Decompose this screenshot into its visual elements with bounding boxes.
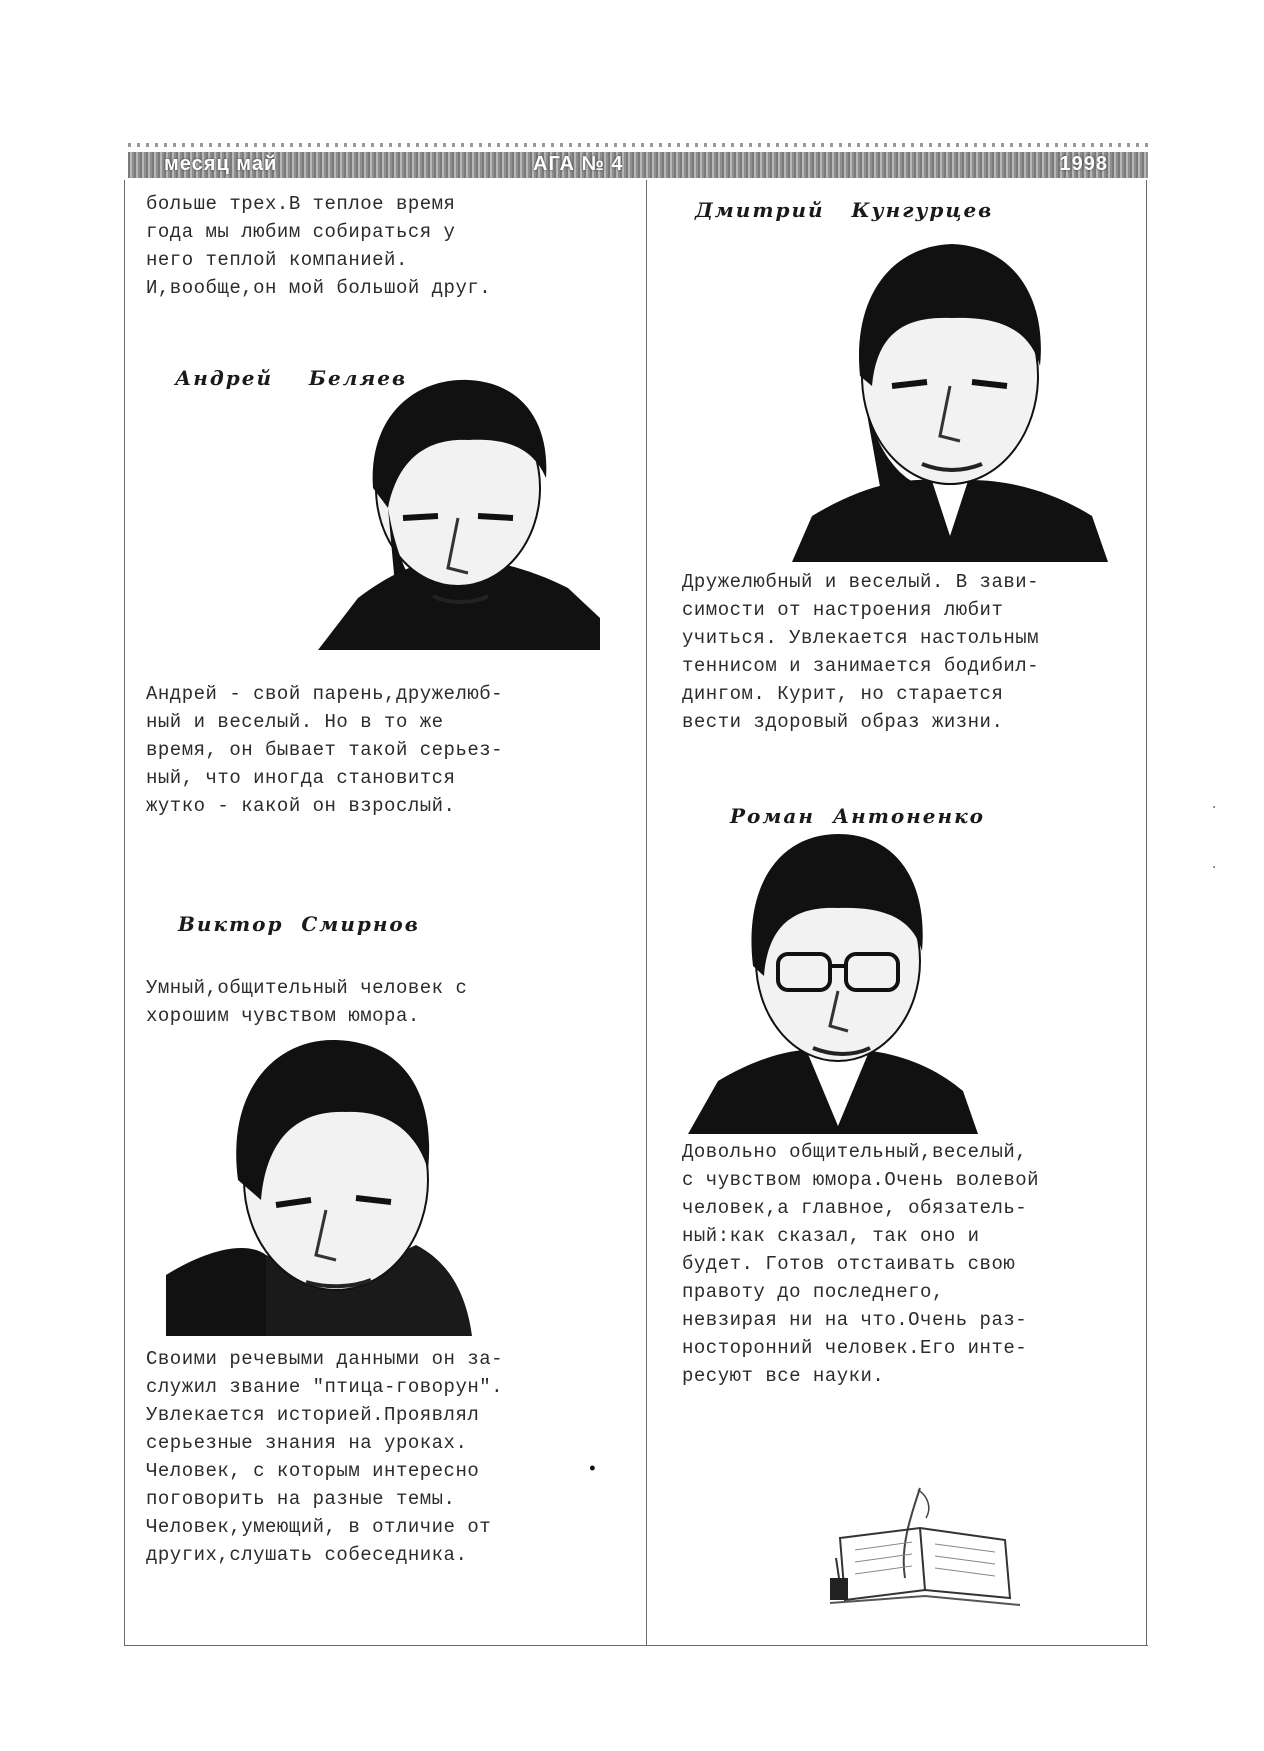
portrait-andrey: [318, 368, 600, 650]
profile-name-roman: Роман Антоненко: [730, 804, 985, 828]
description-roman: Довольно общительный,веселый, с чувством юмора.Очень волевой человек,а главное, обязатель- ный:как сказал, так оно и будет. Готов отстаивать свою правоту до последнего, невзирая ни на что.Очень раз- носторонний человек.Его инте- ресуют все науки.: [682, 1141, 1040, 1387]
profile-name-andrey: Андрей Беляев: [175, 366, 408, 390]
header-issue: АГА № 4: [533, 153, 624, 175]
portrait-roman: [688, 826, 978, 1134]
portrait-viktor: [166, 1030, 472, 1336]
top-dotted-rule: [128, 143, 1148, 147]
intro-text: больше трех.В теплое время года мы любим собираться у него теплой компанией. И,вообще,он мой большой друг.: [146, 193, 492, 299]
description-andrey: Андрей - свой парень,дружелюб- ный и веселый. Но в то же время, он бывает такой серьез- ный, что иногда становится жутко - какой он взрослый.: [146, 683, 504, 817]
description-viktor: Своими речевыми данными он за- служил звание "птица-говорун". Увлекается историей.Проявлял серьезные знания на уроках. Человек, с которым интересно поговорить на разные темы. Человек,умеющий, в отличие от других,слушать собеседника.: [146, 1348, 504, 1566]
bottom-frame-line: [124, 1645, 1148, 1646]
description-dmitry: Дружелюбный и веселый. В зави- симости от настроения любит учиться. Увлекается настольным теннисом и занимается бодибил- дингом. Курит, но старается вести здоровый образ жизни.: [682, 571, 1040, 733]
profile-name-dmitry: Дмитрий Кунгурцев: [695, 198, 994, 222]
header-year: 1998: [1059, 153, 1108, 175]
book-quill-illustration: [800, 1478, 1050, 1618]
bullet-dot: •: [587, 1460, 598, 1480]
margin-mark: ·: [1210, 860, 1219, 876]
portrait-dmitry: [792, 236, 1108, 562]
right-frame-line: [1146, 180, 1147, 1645]
center-column-divider: [646, 180, 647, 1645]
header-bar: [128, 152, 1148, 178]
intro-viktor: Умный,общительный человек с хорошим чувством юмора.: [146, 977, 468, 1027]
left-frame-line: [124, 180, 125, 1645]
margin-mark: ·: [1210, 800, 1219, 816]
header-month: месяц май: [164, 153, 278, 175]
profile-name-viktor: Виктор Смирнов: [178, 912, 420, 936]
